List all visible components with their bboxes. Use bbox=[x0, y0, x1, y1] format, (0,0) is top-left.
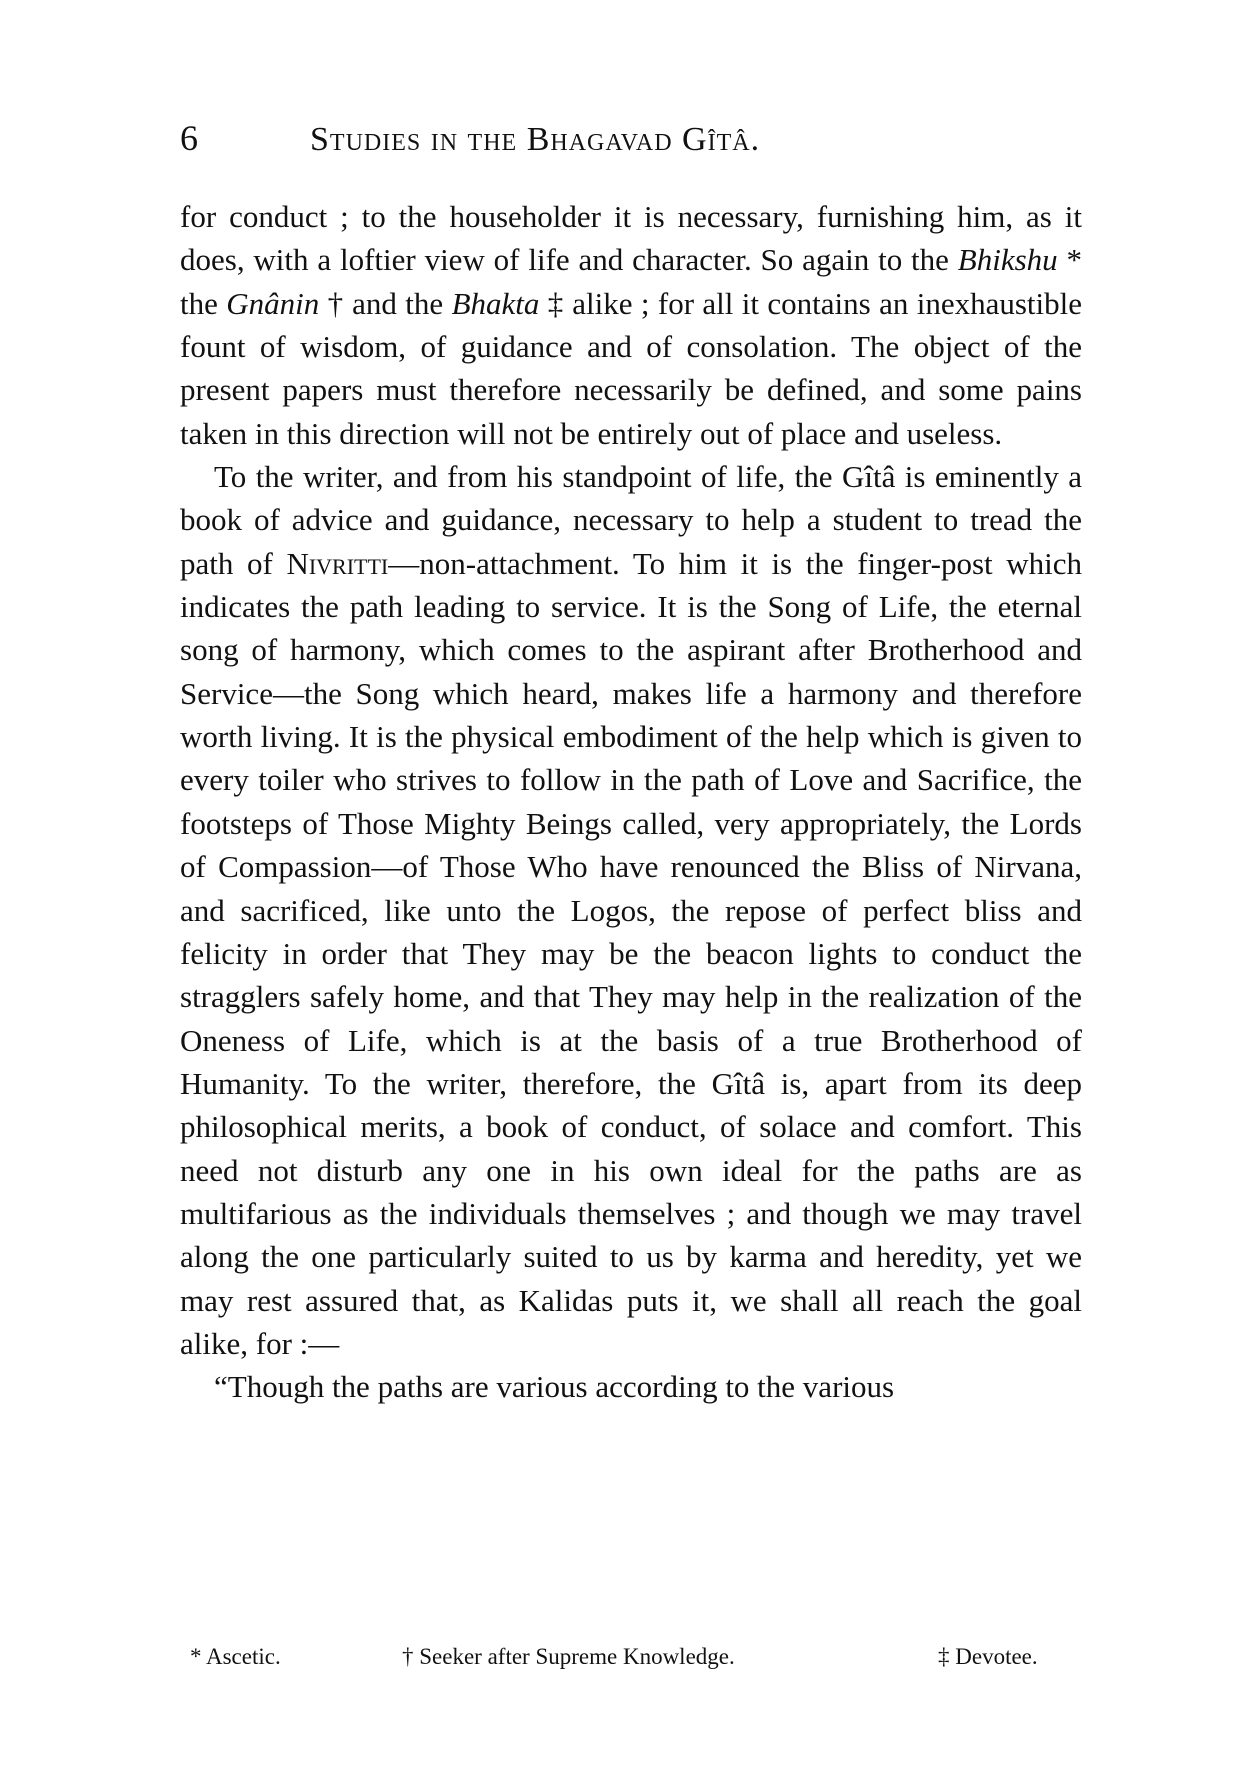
footnote-seeker: † Seeker after Supreme Knowledge. bbox=[402, 1644, 735, 1669]
paragraph-2-part-2: —non-attachment. To him it is the finger-post which indicates the path leading to service. It is the Song of Life, the eternal song of harmony, which comes to the aspirant after Brotherhood and Service—the Song which heard, makes life a harmony and therefore worth living. It is the physical embodiment of the help which is given to every toiler who strives to follow in the path of Love and Sacrifice, the footsteps of Those Mighty Beings called, very appropriately, the Lords of Compassion—of Those Who have renounced the Bliss of Nirvana, and sacrificed, like unto the Logos, the repose of perfect bliss and felicity in order that They may be the beacon lights to conduct the stragglers safely home, and that They may help in the realization of the Oneness of Life, which is at the basis of a true Brotherhood of Humanity. To the writer, therefore, the Gîtâ is, apart from its deep philosophical merits, a book of conduct, of solace and comfort. This need not disturb any one in his own ideal for the paths are as multifarious as the individuals themselves ; and though we may travel along the one particularly suited to us by karma and heredity, yet we may rest assured that, as Kalidas puts it, we shall all reach the goal alike, for :— bbox=[180, 545, 1082, 1361]
footnote-mark-devotee: ‡ bbox=[539, 285, 564, 321]
paragraph-2 bbox=[180, 455, 1082, 1365]
page-title: Studies in the Bhagavad Gîtâ. bbox=[310, 121, 761, 158]
paragraph-1-part-2: alike ; for all it contains an inexhaustible fount of wisdom, of guidance and of consolation. The object of the present papers must therefore necessarily be defined, and some pains taken in this direction will not be entirely out of place and useless. bbox=[180, 285, 1083, 451]
paragraph-2-part-1: To the writer, and from his standpoint of life, the Gîtâ is eminently a book of advice and guidance, necessary to help a student to tread the path of bbox=[180, 459, 1082, 581]
quote-line: “Though the paths are various according to the various bbox=[214, 1369, 895, 1405]
footnote-mark-ascetic: * the bbox=[180, 242, 1083, 321]
term-bhakta: Bhakta bbox=[451, 285, 540, 321]
paragraph-1-part-1: for conduct ; to the householder it is necessary, furnishing him, as it does, with a loftier view of life and character. So again to the bbox=[180, 199, 1082, 278]
term-bhikshu: Bhikshu bbox=[957, 242, 1058, 278]
term-nivritti: Nivritti bbox=[286, 545, 389, 581]
page-number: 6 bbox=[180, 118, 198, 158]
term-gnanin: Gnânin bbox=[226, 285, 320, 321]
footnote-devotee: ‡ Devotee. bbox=[938, 1644, 1038, 1669]
footnote-ascetic: * Ascetic. bbox=[190, 1644, 281, 1669]
paragraph-1 bbox=[180, 195, 1082, 455]
footnote-mark-seeker: † and the bbox=[319, 285, 452, 321]
footnotes bbox=[180, 1640, 1082, 1680]
running-head bbox=[180, 110, 1080, 170]
body-text bbox=[180, 195, 1082, 1409]
